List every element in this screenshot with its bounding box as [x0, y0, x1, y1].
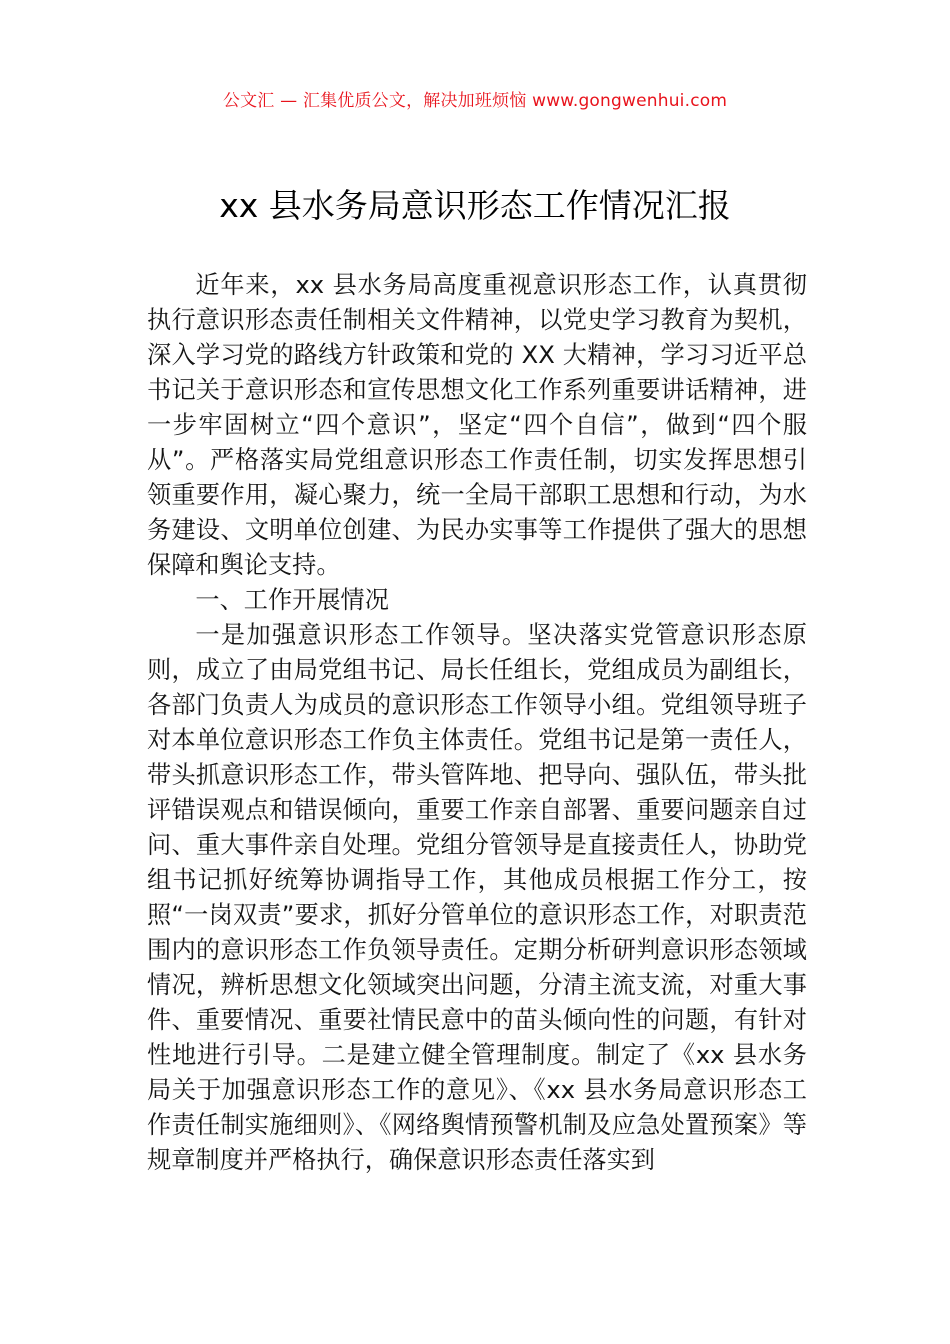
section-heading: 一、工作开展情况: [195, 586, 389, 614]
watermark-header: 公文汇 — 汇集优质公文，解决加班烦恼 www.gongwenhui.com: [222, 91, 728, 111]
paragraph-work: 一是加强意识形态工作领导。坚决落实党管意识形态原则，成立了由局党组书记、局长任组长，党组成员为副组长，各部门负责人为成员的意识形态工作领导小组。党组领导班子对本单位意识形态工作负主体责任。党组书记是第一责任人，带头抓意识形态工作，带头管阵地、把导向、强队伍，带头批评错误观点和错误倾向，重要工作亲自部署、重要问题亲自过问、重大事件亲自处理。党组分管领导是直接责任人，协助党组书记抓好统筹协调指导工作，其他成员根据工作分工，按照“一岗双责”要求，抓好分管单位的意识形态工作，对职责范围内的意识形态工作负领导责任。定期分析研判意识形态领域情况，辨析思想文化领域突出问题，分清主流支流，对重大事件、重要情况、重要社情民意中的苗头倾向性的问题，有针对性地进行引导。二是建立健全管理制度。制定了《xx 县水务局关于加强意识形态工作的意见》、《xx 县水务局意识形态工作责任制实施细则》、《网络舆情预警机制及应急处置预案》等规章制度并严格执行，确保意识形态责任落实到: [147, 621, 807, 1174]
document-body: [147, 268, 807, 1178]
paragraph-intro: 近年来，xx 县水务局高度重视意识形态工作，认真贯彻执行意识形态责任制相关文件精神，以党史学习教育为契机，深入学习党的路线方针政策和党的 XX 大精神，学习习近平总书记关于意识形态和宣传思想文化工作系列重要讲话精神，进一步牢固树立“四个意识”，坚定“四个自信”，做到“四个服从”。严格落实局党组意识形态工作责任制，切实发挥思想引领重要作用，凝心聚力，统一全局干部职工思想和行动，为水务建设、文明单位创建、为民办实事等工作提供了强大的思想保障和舆论支持。: [147, 271, 807, 579]
document-title: xx 县水务局意识形态工作情况汇报: [219, 186, 731, 225]
